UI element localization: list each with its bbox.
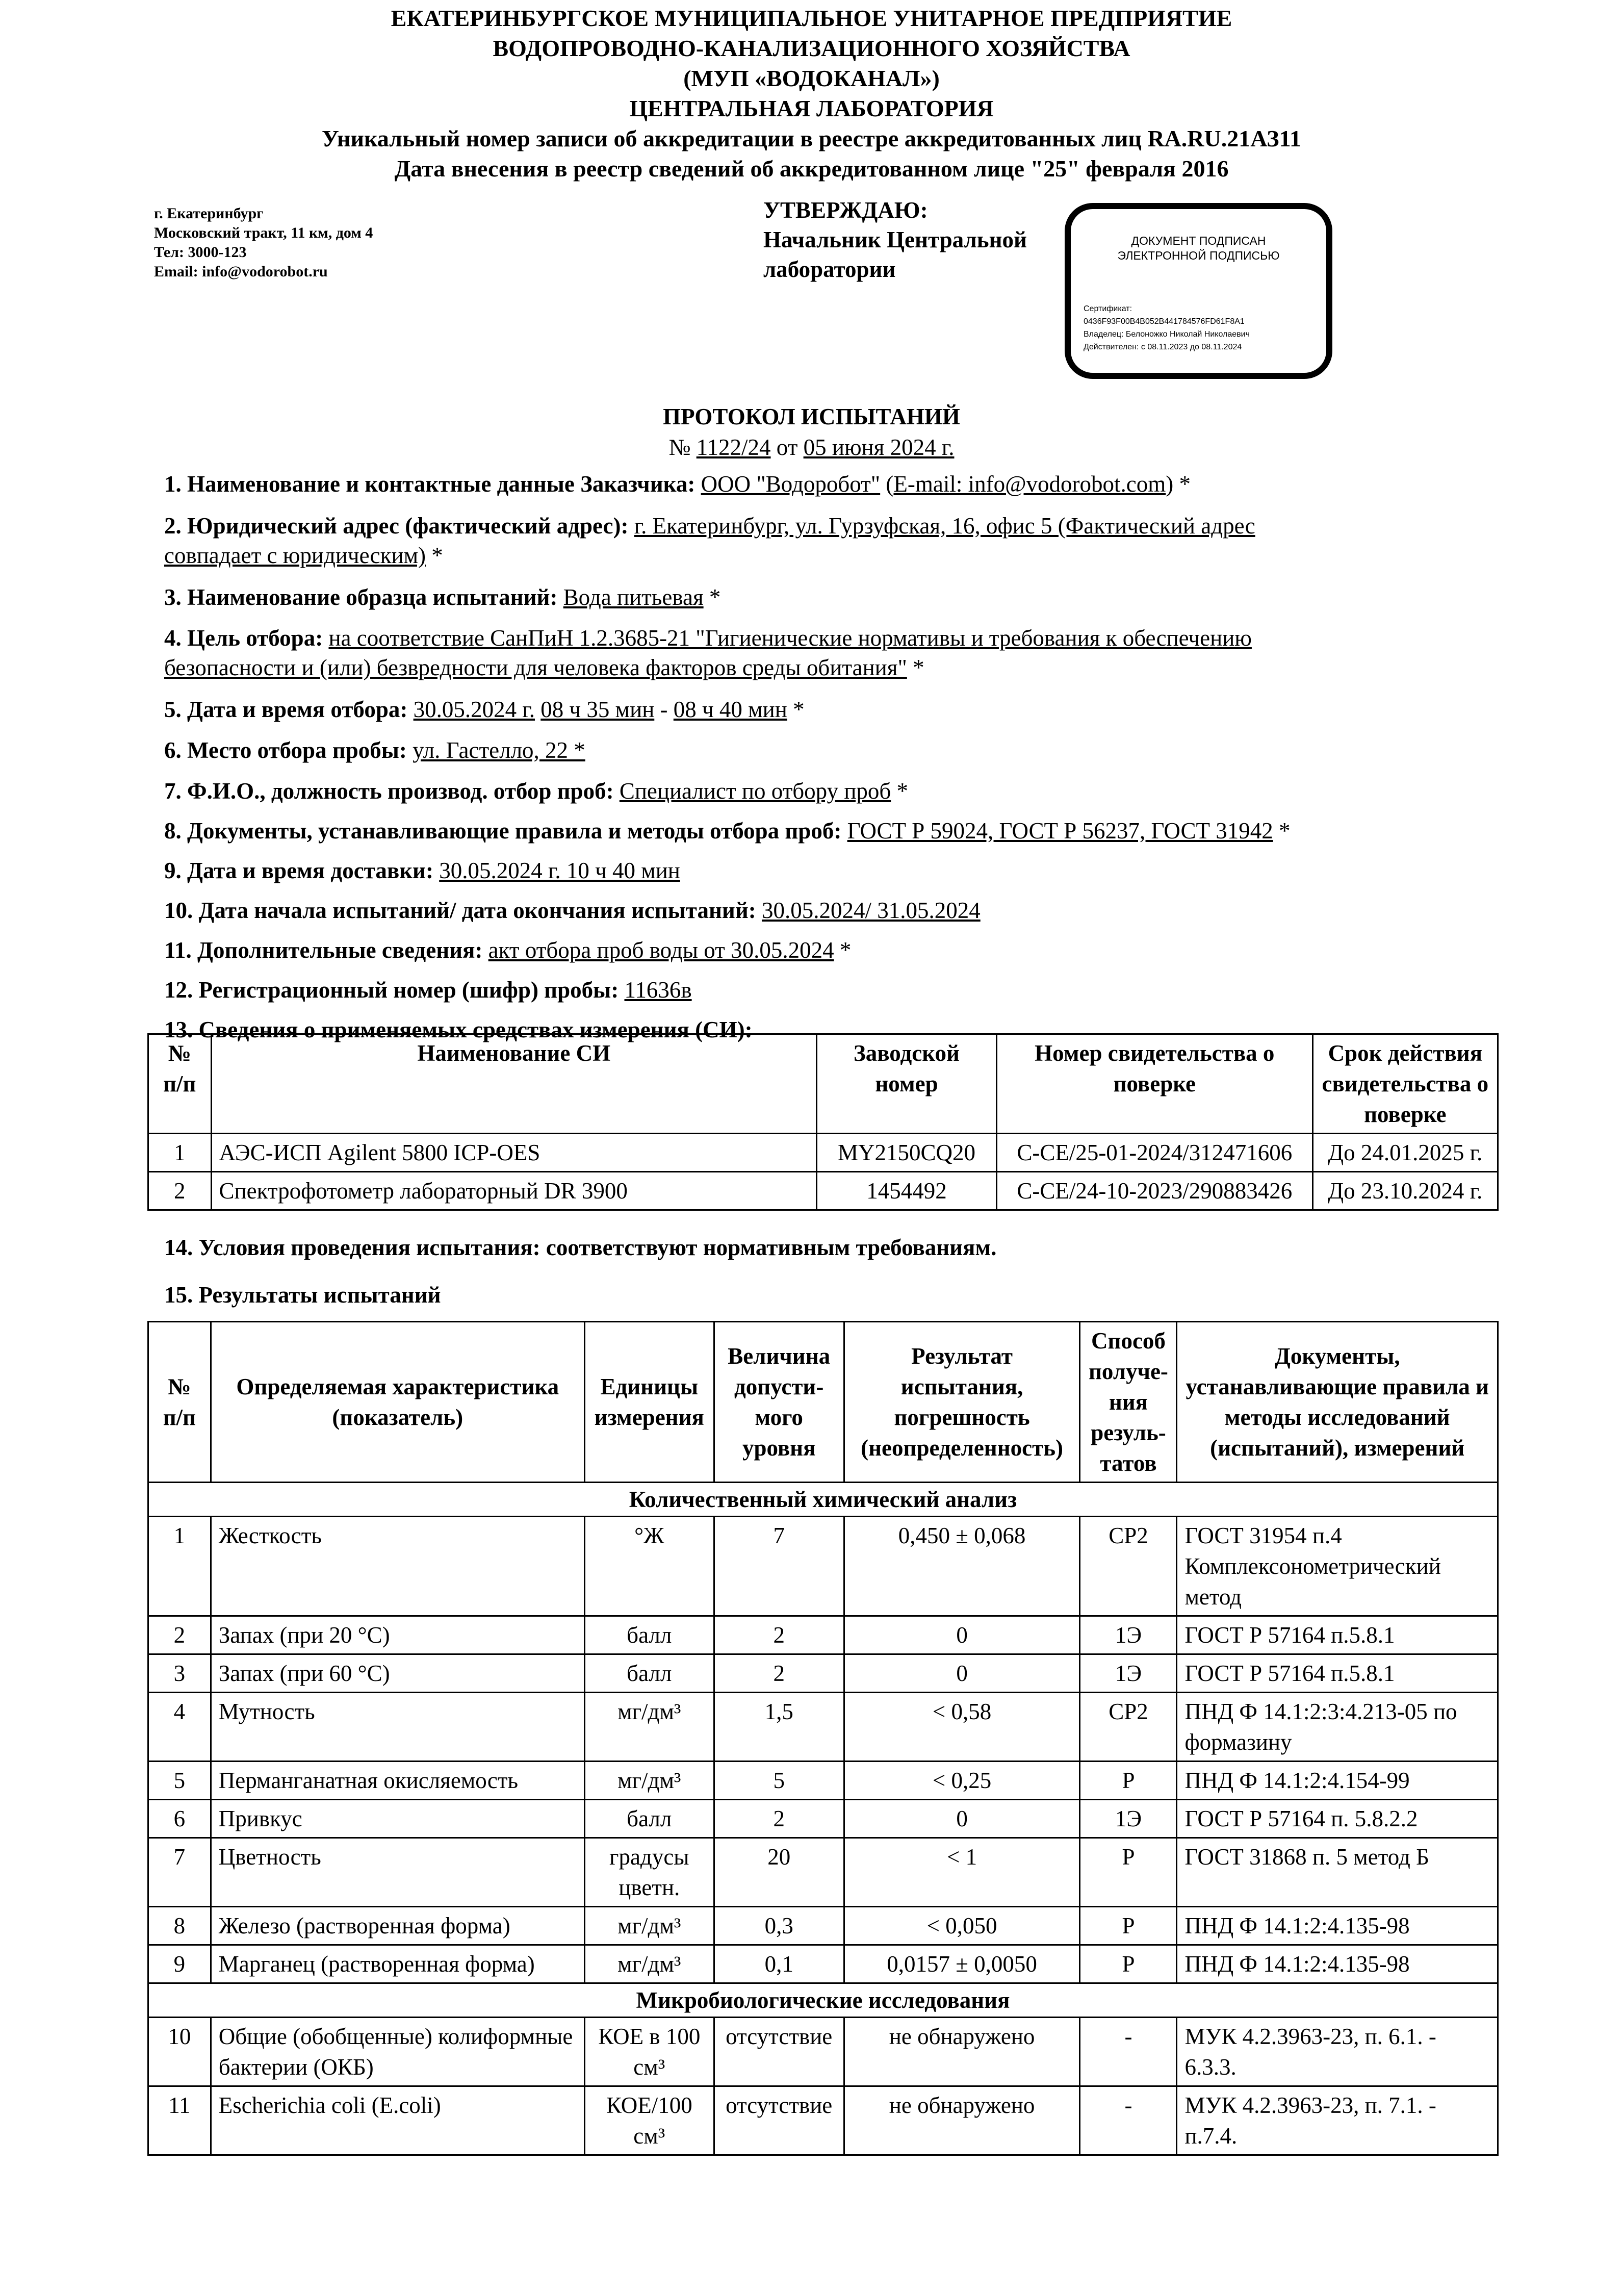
- cell-result: 0: [844, 1654, 1080, 1693]
- cell-unit: КОЕ/100 см³: [584, 2086, 714, 2155]
- cell-name: Запах (при 60 °С): [211, 1654, 584, 1693]
- item-label: 2. Юридический адрес (фактический адрес):: [164, 513, 629, 539]
- item-additional-info: [164, 935, 1510, 965]
- cell-limit: 2: [714, 1616, 844, 1654]
- cell-method: 1Э: [1080, 1654, 1177, 1693]
- cell-name: Мутность: [211, 1693, 584, 1762]
- cell-n: 11: [148, 2086, 211, 2155]
- cell-result: < 0,25: [844, 1762, 1080, 1800]
- protocol-heading: [0, 401, 1623, 463]
- approval-position-1: Начальник Центральной: [763, 227, 1027, 252]
- section-14-conditions: 14. Условия проведения испытания: соответствуют нормативным требованиям.: [164, 1235, 997, 1260]
- col-header: Единицы измерения: [584, 1322, 714, 1483]
- col-header: Номер свидетельства о поверке: [996, 1034, 1312, 1134]
- item-test-dates: [164, 896, 1510, 925]
- cell-limit: 20: [714, 1838, 844, 1907]
- item-value: 11636в: [624, 977, 692, 1003]
- table-cell: 2: [148, 1172, 212, 1210]
- cell-doc: ГОСТ 31954 п.4 Комплексонометрический метод: [1177, 1517, 1498, 1616]
- table-row: [148, 1693, 1498, 1762]
- stamp-cert-label: Сертификат:: [1084, 304, 1132, 313]
- section-row: [148, 1983, 1498, 2018]
- contact-address: Московский тракт, 11 км, дом 4: [154, 224, 373, 241]
- cell-method: Р: [1080, 1838, 1177, 1907]
- contact-email: Email: info@vodorobot.ru: [154, 263, 328, 280]
- item-tail: *: [1173, 471, 1191, 497]
- table-cell: С-СЕ/25-01-2024/312471606: [996, 1134, 1312, 1172]
- cell-doc: ГОСТ Р 57164 п.5.8.1: [1177, 1616, 1498, 1654]
- stamp-title-line-2: ЭЛЕКТРОННОЙ ПОДПИСЬЮ: [1117, 249, 1280, 262]
- cell-result: 0,450 ± 0,068: [844, 1517, 1080, 1616]
- approval-position-2: лаборатории: [763, 257, 896, 282]
- cell-name: Железо (растворенная форма): [211, 1907, 584, 1945]
- header-line-5: Уникальный номер записи об аккредитации в реестре аккредитованных лиц RA.RU.21АЗ11: [321, 125, 1302, 151]
- item-sampling-documents: [164, 816, 1510, 846]
- cell-unit: КОЕ в 100 см³: [584, 2018, 714, 2086]
- item-email: E-mail: info@vodorobot.com: [893, 471, 1166, 497]
- col-header: № п/п: [148, 1034, 212, 1134]
- cell-doc: ПНД Ф 14.1:2:4.135-98: [1177, 1907, 1498, 1945]
- contact-phone: Тел: 3000-123: [154, 244, 247, 261]
- item-tail: *: [426, 543, 443, 568]
- item-sampling-datetime: 5. Дата и время отбора: 30.05.2024 г. 08 ч 35 мин - 08 ч 40 мин *: [164, 697, 805, 722]
- cell-unit: °Ж: [584, 1517, 714, 1616]
- cell-n: 10: [148, 2018, 211, 2086]
- cell-name: Цветность: [211, 1838, 584, 1907]
- item-value: ул. Гастелло, 22 *: [413, 737, 585, 763]
- item-tail: *: [907, 655, 924, 680]
- cell-method: 1Э: [1080, 1616, 1177, 1654]
- contact-city: г. Екатеринбург: [154, 205, 264, 222]
- cell-unit: балл: [584, 1654, 714, 1693]
- cell-unit: мг/дм³: [584, 1693, 714, 1762]
- item-label: 10. Дата начала испытаний/ дата окончания испытаний:: [164, 898, 756, 923]
- item-sampler: [164, 776, 1510, 806]
- table-row: [148, 1945, 1498, 1983]
- header-line-1: ЕКАТЕРИНБУРГСКОЕ МУНИЦИПАЛЬНОЕ УНИТАРНОЕ ПРЕДПРИЯТИЕ: [391, 5, 1232, 31]
- stamp-validity: Действителен: с 08.11.2023 до 08.11.2024: [1084, 343, 1242, 351]
- cell-method: Р: [1080, 1907, 1177, 1945]
- electronic-signature-stamp: [1065, 203, 1332, 379]
- item-label: 6. Место отбора пробы:: [164, 737, 407, 763]
- cell-method: Р: [1080, 1945, 1177, 1983]
- cell-result: 0: [844, 1616, 1080, 1654]
- protocol-title: ПРОТОКОЛ ИСПЫТАНИЙ: [663, 404, 960, 429]
- col-header: Результат испытания, погрешность (неопределенность): [844, 1322, 1080, 1483]
- organization-header: [0, 3, 1623, 184]
- cell-unit: балл: [584, 1616, 714, 1654]
- cell-limit: 0,1: [714, 1945, 844, 1983]
- table-cell: 1454492: [817, 1172, 997, 1210]
- cell-doc: ГОСТ 31868 п. 5 метод Б: [1177, 1838, 1498, 1907]
- header-line-4: ЦЕНТРАЛЬНАЯ ЛАБОРАТОРИЯ: [629, 95, 994, 121]
- results-group-chemical: [148, 1483, 1498, 1983]
- section-row: [148, 1483, 1498, 1517]
- section-15-results-title: 15. Результаты испытаний: [164, 1282, 441, 1308]
- table-row: [148, 1762, 1498, 1800]
- table-cell: С-СЕ/24-10-2023/290883426: [996, 1172, 1312, 1210]
- cell-result: не обнаружено: [844, 2018, 1080, 2086]
- cell-unit: мг/дм³: [584, 1907, 714, 1945]
- cell-doc: ПНД Ф 14.1:2:4.135-98: [1177, 1945, 1498, 1983]
- item-time-start: 08 ч 35 мин: [540, 697, 655, 722]
- cell-name: Жесткость: [211, 1517, 584, 1616]
- cell-method: СР2: [1080, 1517, 1177, 1616]
- cell-n: 2: [148, 1616, 211, 1654]
- table-row: [148, 1800, 1498, 1838]
- col-header: Документы, устанавливающие правила и методы исследований (испытаний), измерений: [1177, 1322, 1498, 1483]
- cell-unit: мг/дм³: [584, 1762, 714, 1800]
- cell-doc: ГОСТ Р 57164 п. 5.8.2.2: [1177, 1800, 1498, 1838]
- item-label: 4. Цель отбора:: [164, 625, 323, 651]
- item-label: 3. Наименование образца испытаний:: [164, 584, 558, 610]
- table-cell: До 24.01.2025 г.: [1312, 1134, 1498, 1172]
- col-header: Способ получе-ния резуль-татов: [1080, 1322, 1177, 1483]
- cell-unit: градусы цветн.: [584, 1838, 714, 1907]
- cell-limit: отсутствие: [714, 2018, 844, 2086]
- item-purpose: [164, 623, 1510, 682]
- header-line-2: ВОДОПРОВОДНО-КАНАЛИЗАЦИОННОГО ХОЗЯЙСТВА: [493, 35, 1130, 61]
- cell-result: не обнаружено: [844, 2086, 1080, 2155]
- item-value: Специалист по отбору проб: [619, 778, 891, 804]
- item-value-2: совпадает с юридическим): [164, 543, 426, 568]
- protocol-number: 1122/24: [696, 435, 771, 460]
- col-header: Заводской номер: [817, 1034, 997, 1134]
- header-line-6: Дата внесения в реестр сведений об аккредитованном лице "25" февраля 2016: [394, 156, 1229, 182]
- cell-doc: ПНД Ф 14.1:2:3:4.213-05 по формазину: [1177, 1693, 1498, 1762]
- item-value: ООО "Водоробот": [701, 471, 881, 497]
- table-header-row: [148, 1322, 1498, 1483]
- cell-doc: МУК 4.2.3963-23, п. 7.1. - п.7.4.: [1177, 2086, 1498, 2155]
- protocol-date: 05 июня 2024 г.: [803, 435, 955, 460]
- stamp-cert-number: 0436F93F00B4B052B441784576FD61F8A1: [1084, 317, 1245, 326]
- stamp-title: [1071, 234, 1326, 263]
- table-header-row: [148, 1034, 1498, 1134]
- cell-method: СР2: [1080, 1693, 1177, 1762]
- cell-n: 6: [148, 1800, 211, 1838]
- cell-n: 3: [148, 1654, 211, 1693]
- results-group-microbiological: [148, 1983, 1498, 2155]
- cell-method: -: [1080, 2086, 1177, 2155]
- item-label: 7. Ф.И.О., должность производ. отбор проб:: [164, 778, 614, 804]
- item-tail: *: [1273, 818, 1291, 844]
- item-value-2: безопасности и (или) безвредности для человека факторов среды обитания": [164, 655, 907, 680]
- table-cell: MY2150CQ20: [817, 1134, 997, 1172]
- test-results-table: [147, 1321, 1499, 2156]
- item-delivery-datetime: [164, 856, 1510, 885]
- cell-n: 5: [148, 1762, 211, 1800]
- section-title: Количественный химический анализ: [148, 1483, 1498, 1517]
- cell-method: 1Э: [1080, 1800, 1177, 1838]
- item-tail: *: [787, 697, 805, 722]
- cell-limit: 0,3: [714, 1907, 844, 1945]
- cell-limit: 2: [714, 1800, 844, 1838]
- cell-limit: 2: [714, 1654, 844, 1693]
- cell-n: 9: [148, 1945, 211, 1983]
- cell-name: Escherichia coli (E.coli): [211, 2086, 584, 2155]
- table-cell: Спектрофотометр лабораторный DR 3900: [211, 1172, 817, 1210]
- cell-limit: 1,5: [714, 1693, 844, 1762]
- section-title: Микробиологические исследования: [148, 1983, 1498, 2018]
- protocol-number-line: [0, 432, 1623, 463]
- table-row: [148, 1134, 1498, 1172]
- item-value: 30.05.2024 г. 10 ч 40 мин: [439, 858, 680, 883]
- item-sample-name: [164, 582, 1510, 612]
- table-row: [148, 1172, 1498, 1210]
- col-header: Определяемая характеристика (показатель): [211, 1322, 584, 1483]
- cell-limit: 7: [714, 1517, 844, 1616]
- item-value: ГОСТ Р 59024, ГОСТ Р 56237, ГОСТ 31942: [847, 818, 1273, 844]
- item-value: 30.05.2024/ 31.05.2024: [761, 898, 981, 923]
- col-header: Срок действия свидетельства о поверке: [1312, 1034, 1498, 1134]
- item-label: 1. Наименование и контактные данные Заказчика:: [164, 471, 695, 497]
- cell-n: 4: [148, 1693, 211, 1762]
- cell-n: 8: [148, 1907, 211, 1945]
- cell-result: < 0,050: [844, 1907, 1080, 1945]
- stamp-title-line-1: ДОКУМЕНТ ПОДПИСАН: [1131, 234, 1266, 247]
- item-tail: *: [891, 778, 909, 804]
- cell-result: 0,0157 ± 0,0050: [844, 1945, 1080, 1983]
- cell-unit: балл: [584, 1800, 714, 1838]
- cell-unit: мг/дм³: [584, 1945, 714, 1983]
- table-row: [148, 1654, 1498, 1693]
- cell-result: < 1: [844, 1838, 1080, 1907]
- protocol-no-prefix: №: [668, 435, 697, 460]
- header-line-3: (МУП «ВОДОКАНАЛ»): [683, 65, 940, 91]
- table-cell: 1: [148, 1134, 212, 1172]
- cell-result: < 0,58: [844, 1693, 1080, 1762]
- table-row: [148, 1907, 1498, 1945]
- cell-n: 7: [148, 1838, 211, 1907]
- item-label: 13. Сведения о применяемых средствах измерения (СИ):: [164, 1017, 753, 1042]
- cell-limit: 5: [714, 1762, 844, 1800]
- col-header: № п/п: [148, 1322, 211, 1483]
- cell-doc: ПНД Ф 14.1:2:4.154-99: [1177, 1762, 1498, 1800]
- table-row: [148, 1838, 1498, 1907]
- table-row: [148, 1517, 1498, 1616]
- item-label: 8. Документы, устанавливающие правила и методы отбора проб:: [164, 818, 842, 844]
- item-label: 12. Регистрационный номер (шифр) пробы:: [164, 977, 619, 1003]
- item-registration-number: [164, 975, 1510, 1005]
- col-header: Величина допусти-мого уровня: [714, 1322, 844, 1483]
- cell-doc: МУК 4.2.3963-23, п. 6.1. - 6.3.3.: [1177, 2018, 1498, 2086]
- measurement-tools-table: [147, 1033, 1499, 1211]
- table-row: [148, 1616, 1498, 1654]
- table-row: [148, 2018, 1498, 2086]
- cell-name: Общие (обобщенные) колиформные бактерии (ОКБ): [211, 2018, 584, 2086]
- item-date: 30.05.2024 г.: [413, 697, 535, 722]
- approval-title: УТВЕРЖДАЮ:: [763, 197, 928, 223]
- cell-name: Запах (при 20 °С): [211, 1616, 584, 1654]
- item-label: 5. Дата и время отбора:: [164, 697, 408, 722]
- item-tail: *: [834, 937, 852, 963]
- protocol-from: от: [770, 435, 804, 460]
- item-label: 9. Дата и время доставки:: [164, 858, 433, 883]
- item-legal-address: [164, 511, 1510, 570]
- approval-block: [763, 195, 1027, 284]
- cell-n: 1: [148, 1517, 211, 1616]
- item-value: на соответствие СанПиН 1.2.3685-21 "Гигиенические нормативы и требования к обеспечению: [328, 625, 1252, 651]
- item-value: г. Екатеринбург, ул. Гурзуфская, 16, офис 5 (Фактический адрес: [634, 513, 1255, 539]
- table-cell: До 23.10.2024 г.: [1312, 1172, 1498, 1210]
- contact-block: [154, 204, 373, 282]
- col-header: Наименование СИ: [211, 1034, 817, 1134]
- table-cell: АЭС-ИСП Agilent 5800 ICP-OES: [211, 1134, 817, 1172]
- cell-name: Привкус: [211, 1800, 584, 1838]
- item-sampling-place: [164, 735, 1510, 765]
- item-value: Вода питьевая: [563, 584, 704, 610]
- cell-method: -: [1080, 2018, 1177, 2086]
- table-row: [148, 2086, 1498, 2155]
- cell-result: 0: [844, 1800, 1080, 1838]
- item-tail: *: [703, 584, 721, 610]
- cell-name: Марганец (растворенная форма): [211, 1945, 584, 1983]
- cell-limit: отсутствие: [714, 2086, 844, 2155]
- cell-method: Р: [1080, 1762, 1177, 1800]
- item-label: 11. Дополнительные сведения:: [164, 937, 483, 963]
- cell-doc: ГОСТ Р 57164 п.5.8.1: [1177, 1654, 1498, 1693]
- item-value: акт отбора проб воды от 30.05.2024: [488, 937, 834, 963]
- item-customer: 1. Наименование и контактные данные Заказчика: ООО "Водоробот" (E-mail: info@vodorobot.com) *: [164, 471, 1191, 497]
- stamp-owner: Владелец: Белоножко Николай Николаевич: [1084, 330, 1250, 339]
- cell-name: Перманганатная окисляемость: [211, 1762, 584, 1800]
- stamp-details: [1084, 302, 1250, 353]
- item-time-end: 08 ч 40 мин: [673, 697, 787, 722]
